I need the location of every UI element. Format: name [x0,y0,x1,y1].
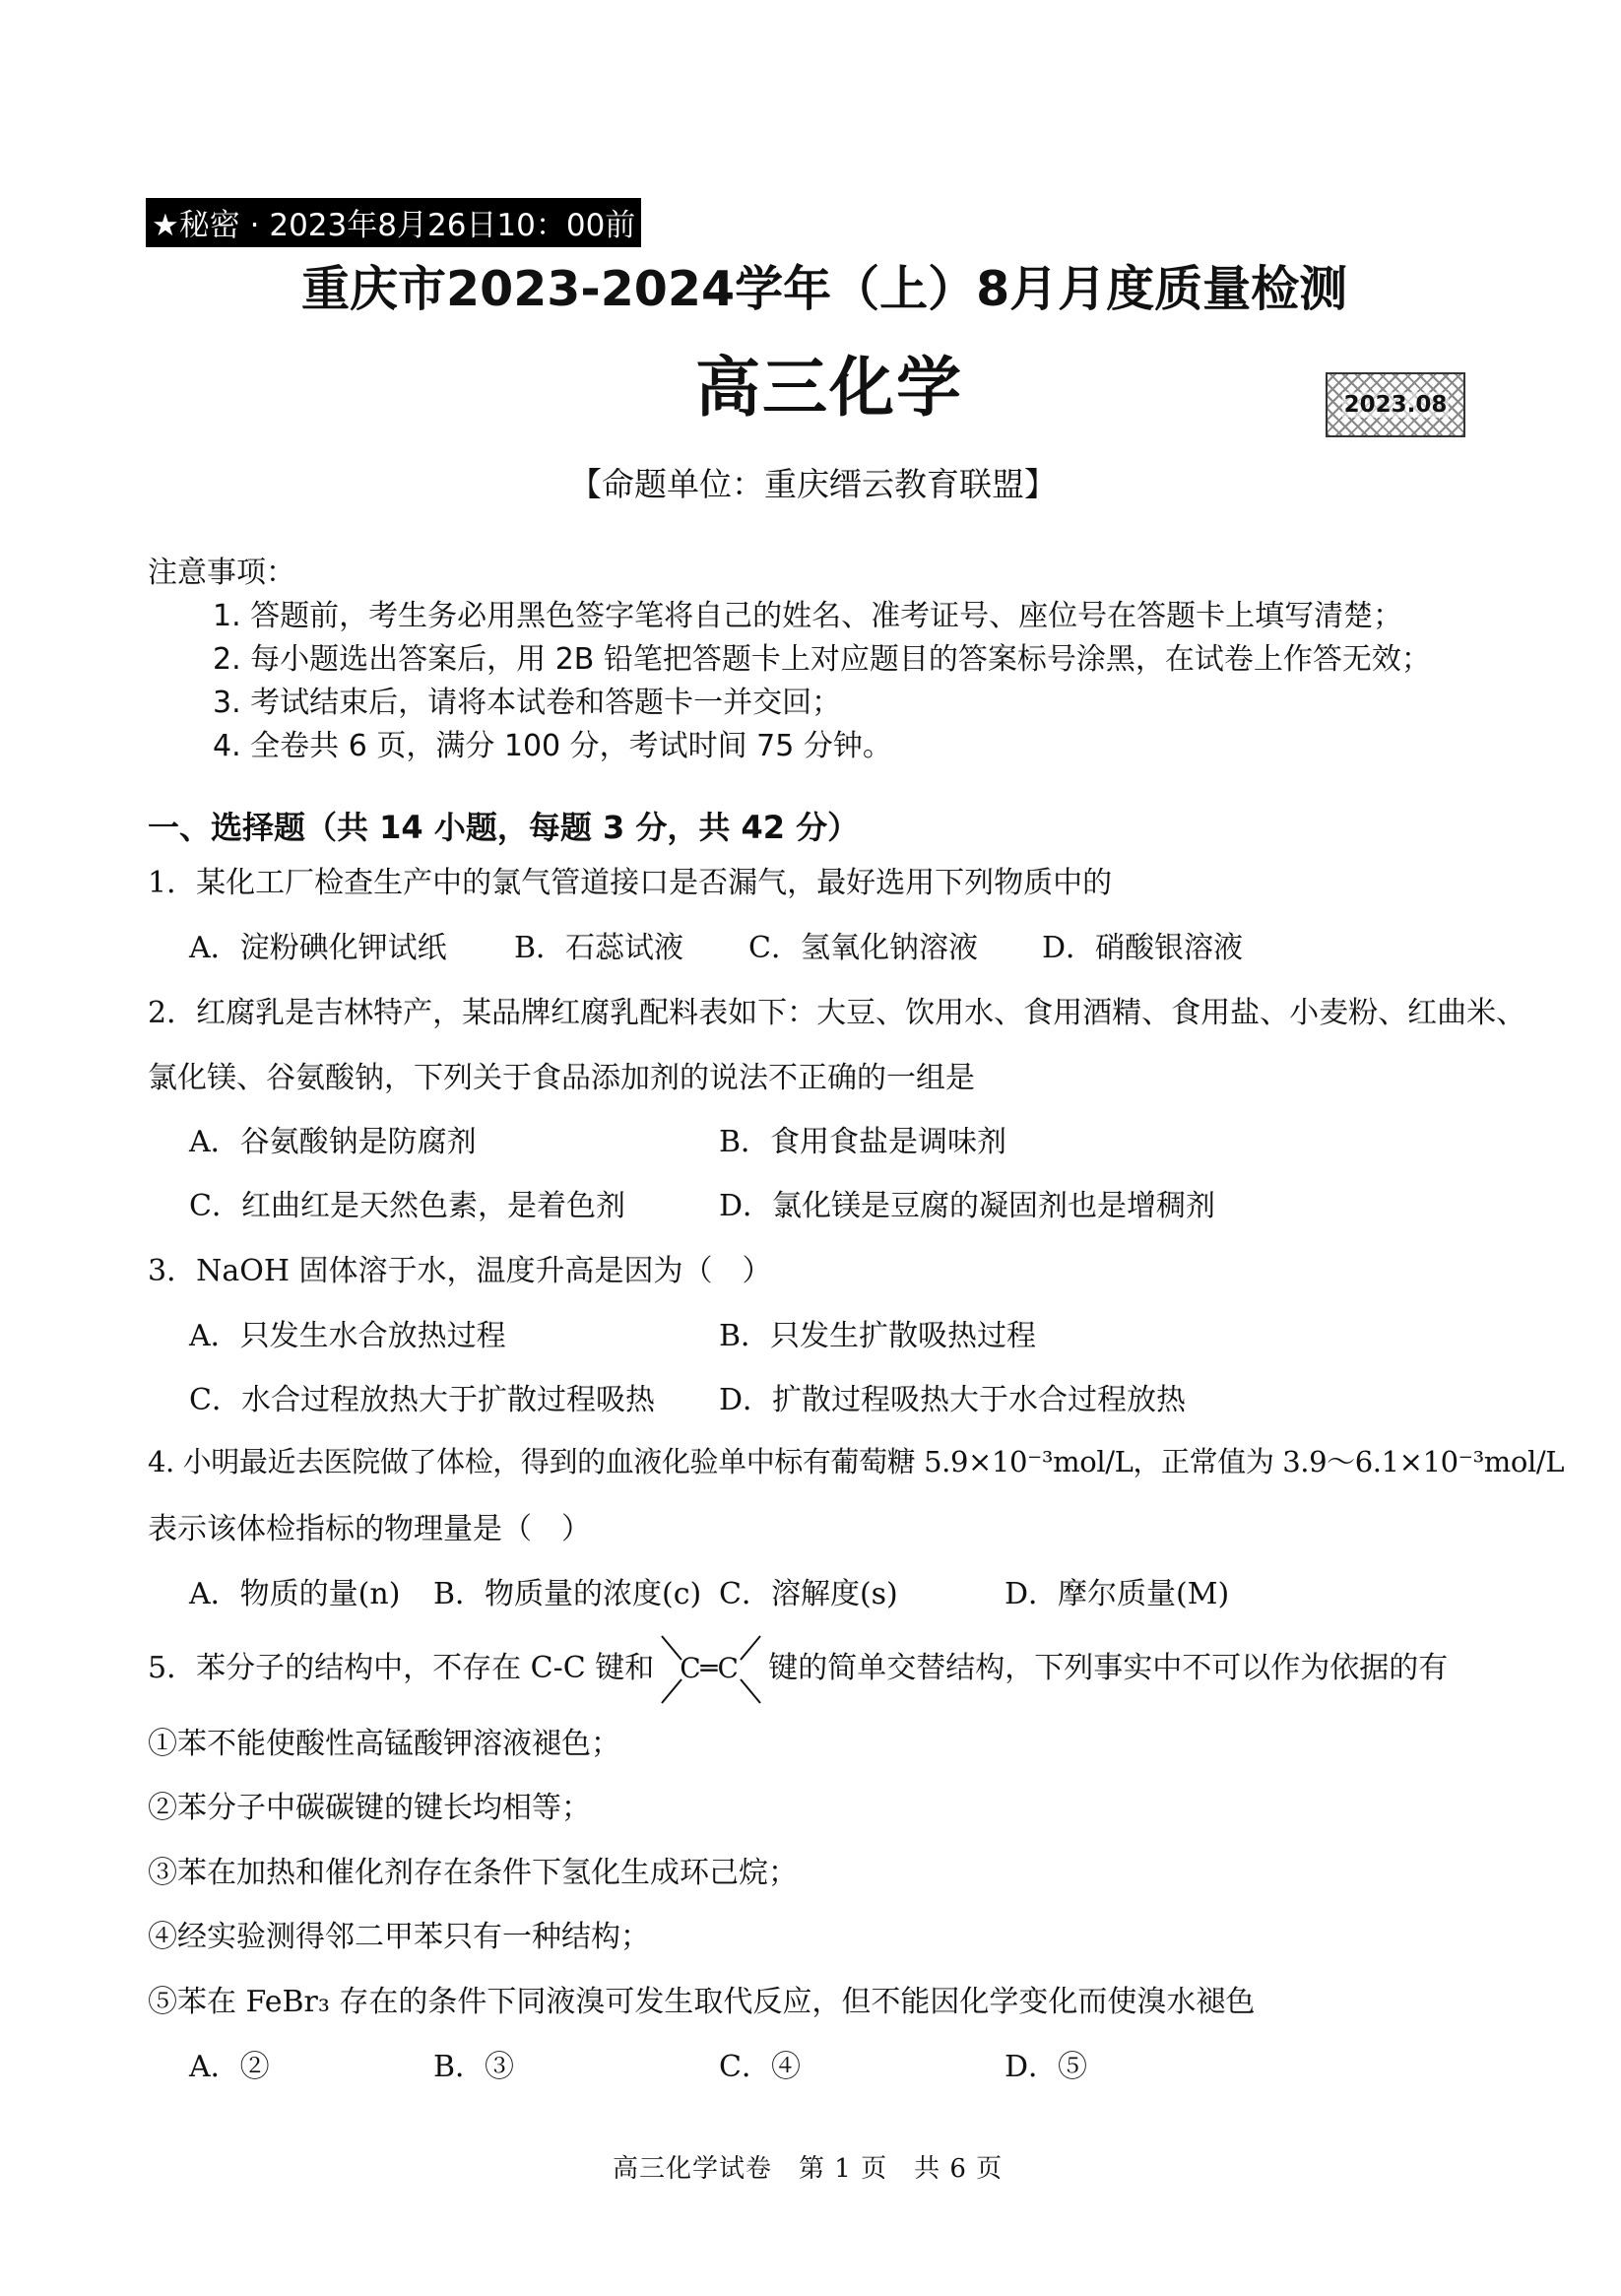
q5-fact-1: ①苯不能使酸性高锰酸钾溶液褪色； [148,1727,620,1761]
q3-option-c: C．水合过程放热大于扩散过程吸热 [189,1383,655,1417]
notice-item: 3. 考试结束后，请将本试卷和答题卡一并交回； [213,686,842,720]
notice-heading: 注意事项： [148,556,295,590]
q5-option-a: A．② [189,2050,270,2084]
q5-fact-5: ⑤苯在 FeBr₃ 存在的条件下同液溴可发生取代反应，但不能因化学变化而使溴水褪色 [148,1985,1256,2019]
q5-fact-4: ④经实验测得邻二甲苯只有一种结构； [148,1920,650,1954]
question-5-stem-part1: 5．苯分子的结构中，不存在 C-C 键和 [148,1651,655,1685]
question-2-stem-cont: 氯化镁、谷氨酸钠，下列关于食品添加剂的说法不正确的一组是 [148,1061,975,1095]
q1-option-d: D．硝酸银溶液 [1042,931,1244,965]
question-3-stem: 3．NaOH 固体溶于水，温度升高是因为（ ） [148,1254,772,1288]
q5-option-b: B．③ [433,2050,515,2084]
q5-option-d: D．⑤ [1005,2050,1088,2084]
q4-option-c: C．溶解度(s) [719,1577,898,1611]
double-bond-label: C═C [680,1652,739,1684]
notice-item: 4. 全卷共 6 页，满分 100 分，考试时间 75 分钟。 [213,729,892,763]
q4-option-b: B．物质量的浓度(c) [433,1577,702,1611]
question-5-stem [148,1643,1448,1686]
notice-item: 2. 每小题选出答案后，用 2B 铅笔把答题卡上对应题目的答案标号涂黑，在试卷上作答无效； [213,642,1431,677]
exam-title: 重庆市2023-2024学年（上）8月月度质量检测 [301,261,1348,317]
q4-option-d: D．摩尔质量(M) [1005,1577,1230,1611]
q2-option-c: C．红曲红是天然色素，是着色剂 [189,1189,625,1223]
subject-title: 高三化学 [695,350,963,426]
confidential-label: ★秘密 · 2023年8月26日10：00前 [146,198,641,247]
issuing-unit: 【命题单位：重庆缙云教育联盟】 [569,465,1057,503]
q5-option-c: C．④ [719,2050,801,2084]
date-stamp [1326,372,1465,437]
q2-option-d: D．氯化镁是豆腐的凝固剂也是增稠剂 [719,1189,1216,1223]
q5-fact-2: ②苯分子中碳碳键的键长均相等； [148,1791,591,1825]
q4-option-a: A．物质的量(n) [189,1577,401,1611]
section-heading: 一、选择题（共 14 小题，每题 3 分，共 42 分） [148,809,860,846]
question-5-stem-part2: 键的简单交替结构，下列事实中不可以作为依据的有 [768,1651,1449,1685]
page-footer: 高三化学试卷 第 1 页 共 6 页 [613,2154,1004,2184]
question-1-stem: 1．某化工厂检查生产中的氯气管道接口是否漏气，最好选用下列物质中的 [148,866,1113,900]
q5-fact-3: ③苯在加热和催化剂存在条件下氢化生成环己烷； [148,1856,798,1890]
q2-option-a: A．谷氨酸钠是防腐剂 [189,1125,477,1159]
q3-option-b: B．只发生扩散吸热过程 [719,1319,1037,1353]
q2-option-b: B．食用食盐是调味剂 [719,1125,1007,1159]
notice-item: 1. 答题前，考生务必用黑色签字笔将自己的姓名、准考证号、座位号在答题卡上填写清楚； [213,599,1403,633]
q1-option-a: A．淀粉碘化钾试纸 [189,931,447,965]
double-bond-structure [660,1630,762,1709]
q1-option-b: B．石蕊试液 [514,931,684,965]
q3-option-a: A．只发生水合放热过程 [189,1319,506,1353]
q1-option-c: C．氢氧化钠溶液 [748,931,978,965]
question-4-stem: 4. 小明最近去医院做了体检，得到的血液化验单中标有葡萄糖 5.9×10⁻³mol/L，正常值为 3.9～6.1×10⁻³mol/L [148,1445,1565,1478]
question-4-stem-cont: 表示该体检指标的物理量是（ ） [148,1512,591,1546]
date-stamp-text: 2023.08 [1343,392,1448,418]
question-2-stem: 2．红腐乳是吉林特产，某品牌红腐乳配料表如下：大豆、饮用水、食用酒精、食用盐、小麦粉、红曲米、 [148,996,1526,1030]
q3-option-d: D．扩散过程吸热大于水合过程放热 [719,1383,1187,1417]
